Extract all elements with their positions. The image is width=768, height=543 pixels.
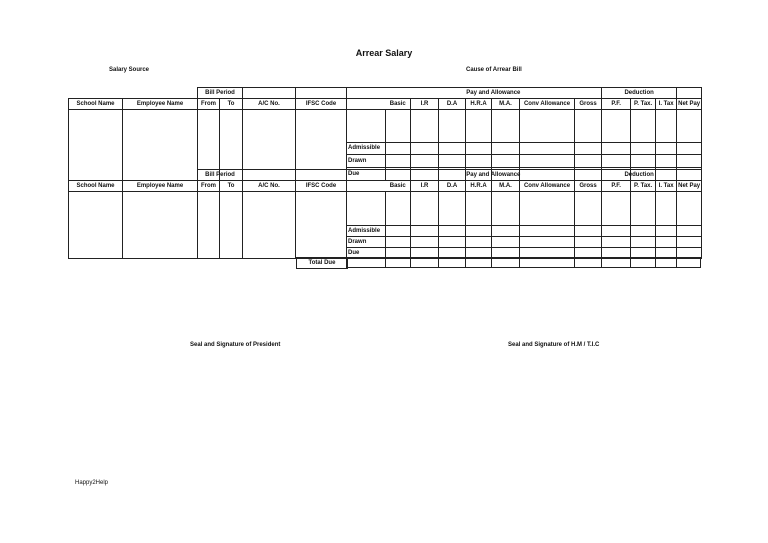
col-gross: Gross [575, 181, 602, 192]
col-da: D.A [439, 99, 466, 110]
col-pf: P.F. [602, 99, 631, 110]
col-ifsc-code: IFSC Code [296, 181, 347, 192]
cause-of-arrear-label: Cause of Arrear Bill [466, 67, 522, 73]
row-due: Due [347, 248, 386, 259]
bill-period-header: Bill Period [198, 170, 243, 181]
col-ma: M.A. [492, 181, 520, 192]
row-drawn: Drawn [347, 155, 386, 168]
col-basic: Basic [386, 99, 411, 110]
col-ptax: P. Tax. [631, 99, 656, 110]
col-ir: I.R [411, 181, 439, 192]
col-net-pay: Net Pay [677, 181, 702, 192]
row-admissible: Admissible [347, 226, 386, 237]
col-from: From [198, 99, 220, 110]
col-itax: I. Tax [656, 181, 677, 192]
col-employee-name: Employee Name [123, 181, 198, 192]
col-conv-allowance: Conv Allowance [520, 99, 575, 110]
col-ptax: P. Tax. [631, 181, 656, 192]
col-hra: H.R.A [466, 181, 492, 192]
salary-table-1 [68, 87, 702, 181]
col-hra: H.R.A [466, 99, 492, 110]
col-to: To [220, 181, 243, 192]
row-drawn: Drawn [347, 237, 386, 248]
row-due: Due [347, 168, 386, 181]
total-due-cells [346, 257, 702, 269]
pay-and-allowance-header: Pay and Allowance [386, 88, 602, 99]
col-pf: P.F. [602, 181, 631, 192]
row-admissible: Admissible [347, 142, 386, 155]
bill-period-header: Bill Period [198, 88, 243, 99]
col-net-pay: Net Pay [677, 99, 702, 110]
col-ma: M.A. [492, 99, 520, 110]
col-ir: I.R [411, 99, 439, 110]
pay-and-allowance-header: Pay and Allowance [386, 170, 602, 181]
deduction-header: Deduction [602, 170, 677, 181]
col-to: To [220, 99, 243, 110]
col-conv-allowance: Conv Allowance [520, 181, 575, 192]
col-ac-no: A/C No. [243, 181, 296, 192]
deduction-header: Deduction [602, 88, 677, 99]
col-ac-no: A/C No. [243, 99, 296, 110]
footer-brand: Happy2Help [75, 480, 109, 486]
col-basic: Basic [386, 181, 411, 192]
col-school-name: School Name [69, 99, 123, 110]
signature-president-label: Seal and Signature of President [190, 342, 281, 348]
salary-source-label: Salary Source [109, 67, 150, 73]
signature-hm-label: Seal and Signature of H.M / T.I.C [508, 342, 600, 348]
col-da: D.A [439, 181, 466, 192]
page-title: Arrear Salary [355, 48, 413, 58]
col-from: From [198, 181, 220, 192]
salary-table-2 [68, 169, 702, 259]
col-employee-name: Employee Name [123, 99, 198, 110]
col-itax: I. Tax [656, 99, 677, 110]
col-ifsc-code: IFSC Code [296, 99, 347, 110]
col-gross: Gross [575, 99, 602, 110]
col-school-name: School Name [69, 181, 123, 192]
total-due-label: Total Due [296, 257, 348, 269]
